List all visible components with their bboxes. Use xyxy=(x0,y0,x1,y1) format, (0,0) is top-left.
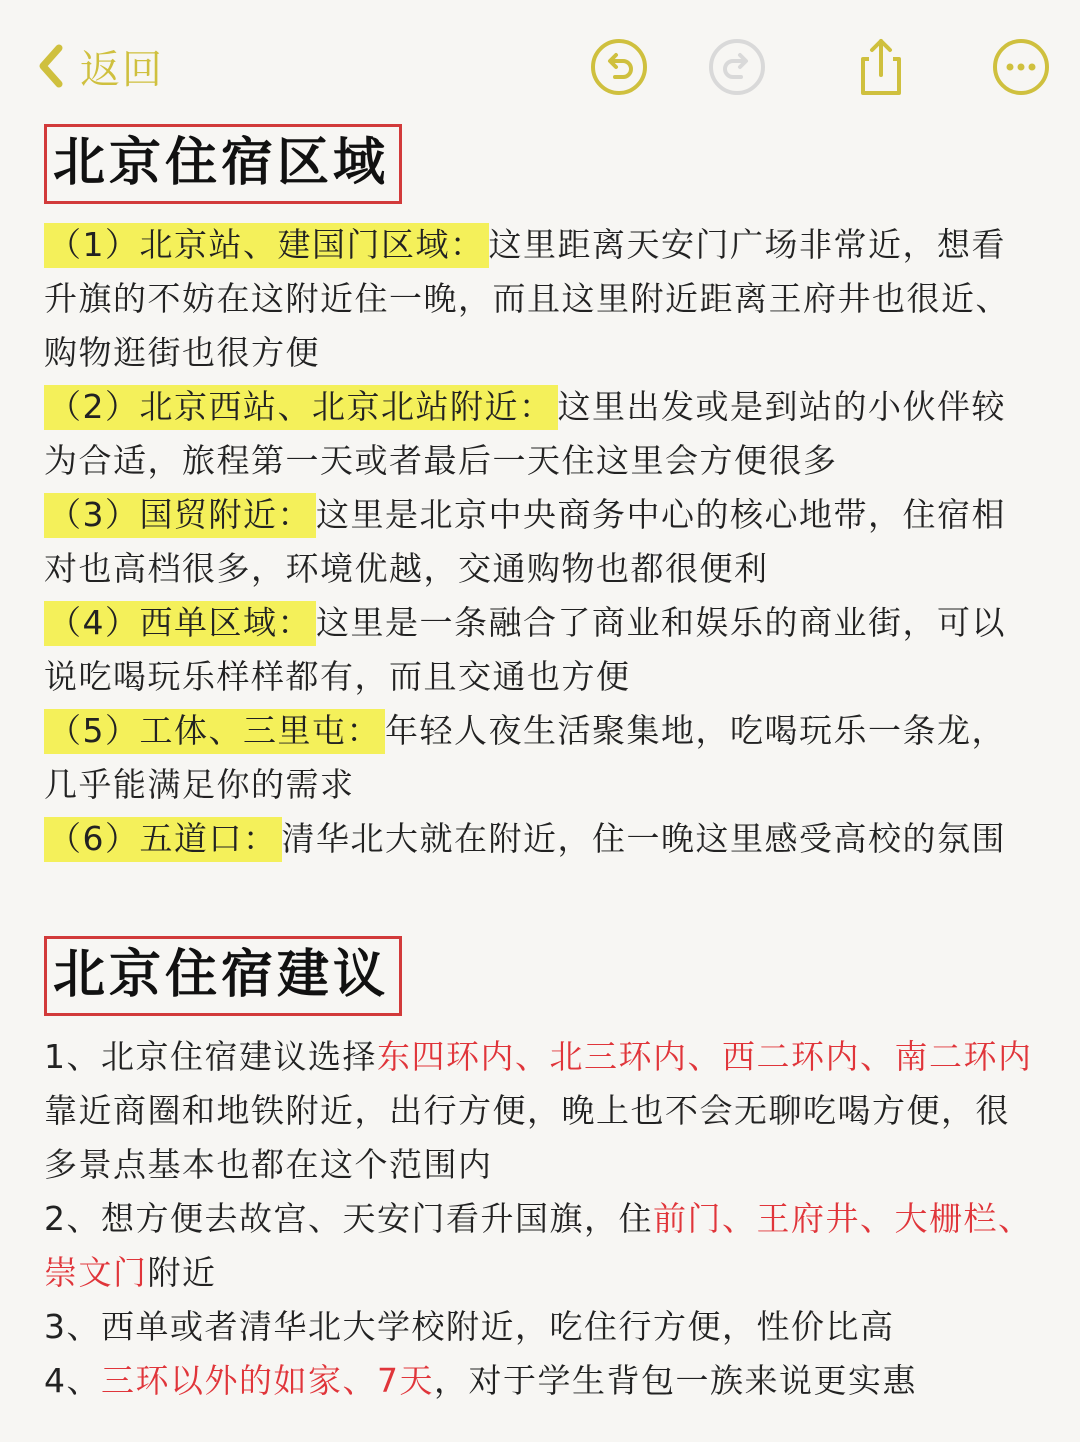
list-item xyxy=(44,1300,1040,1354)
back-label: 返回 xyxy=(80,46,164,93)
suggestion-text: 4、 xyxy=(44,1361,101,1400)
section-title-suggestions: 北京住宿建议 xyxy=(44,936,402,1016)
area-label: （4）西单区域： xyxy=(44,601,316,646)
note-content xyxy=(44,124,1040,1408)
suggestion-text: 1、北京住宿建议选择 xyxy=(44,1037,377,1076)
list-item xyxy=(44,488,1040,596)
chevron-left-icon xyxy=(28,36,72,96)
area-description: 清华北大就在附近，住一晚这里感受高校的氛围 xyxy=(281,819,1006,858)
suggestions-list xyxy=(44,1030,1040,1408)
area-description: 这里是北京中央商务中心的核心地带，住宿相对也高档很多，环境优越，交通购物也都很便利 xyxy=(44,495,1006,588)
area-description: 这里是一条融合了商业和娱乐的商业街，可以说吃喝玩乐样样都有，而且交通也方便 xyxy=(44,603,1006,696)
suggestion-text: 附近 xyxy=(147,1253,217,1292)
suggestion-text: 2、想方便去故宫、天安门看升国旗，住 xyxy=(44,1199,653,1238)
list-item xyxy=(44,812,1040,866)
section-title-areas: 北京住宿区域 xyxy=(44,124,402,204)
share-icon[interactable] xyxy=(850,36,912,98)
suggestion-text: 靠近商圈和地铁附近，出行方便，晚上也不会无聊吃喝方便，很多景点基本也都在这个范围内 xyxy=(44,1091,1010,1184)
suggestion-text: ，对于学生背包一族来说更实惠 xyxy=(434,1361,917,1400)
area-label: （6）五道口： xyxy=(44,817,282,862)
area-description: 这里出发或是到站的小伙伴较为合适，旅程第一天或者最后一天住这里会方便很多 xyxy=(44,387,1006,480)
list-item xyxy=(44,596,1040,704)
list-item xyxy=(44,380,1040,488)
suggestion-emphasis: 三环以外的如家、7天 xyxy=(101,1361,434,1400)
list-item xyxy=(44,1354,1040,1408)
section-spacer xyxy=(44,866,1040,936)
list-item xyxy=(44,218,1040,380)
area-label: （1）北京站、建国门区域： xyxy=(44,223,489,268)
area-label: （5）工体、三里屯： xyxy=(44,709,385,754)
area-description: 这里距离天安门广场非常近，想看升旗的不妨在这附近住一晚，而且这里附近距离王府井也很近、购物逛街也很方便 xyxy=(44,225,1010,372)
area-description: 年轻人夜生活聚集地，吃喝玩乐一条龙，几乎能满足你的需求 xyxy=(44,711,1006,804)
area-label: （2）北京西站、北京北站附近： xyxy=(44,385,558,430)
more-icon[interactable] xyxy=(990,36,1052,98)
redo-icon[interactable] xyxy=(706,36,768,98)
area-label: （3）国贸附近： xyxy=(44,493,316,538)
suggestion-emphasis: 东四环内、北三环内、西二环内、南二环内 xyxy=(377,1037,1033,1076)
list-item xyxy=(44,1030,1040,1192)
back-button[interactable] xyxy=(28,36,164,96)
suggestion-emphasis: 前门、王府井、大栅栏、崇文门 xyxy=(44,1199,1033,1292)
undo-icon[interactable] xyxy=(588,36,650,98)
areas-list xyxy=(44,218,1040,866)
toolbar xyxy=(0,0,1080,120)
suggestion-text: 3、西单或者清华北大学校附近，吃住行方便，性价比高 xyxy=(44,1307,895,1346)
list-item xyxy=(44,1192,1040,1300)
list-item xyxy=(44,704,1040,812)
